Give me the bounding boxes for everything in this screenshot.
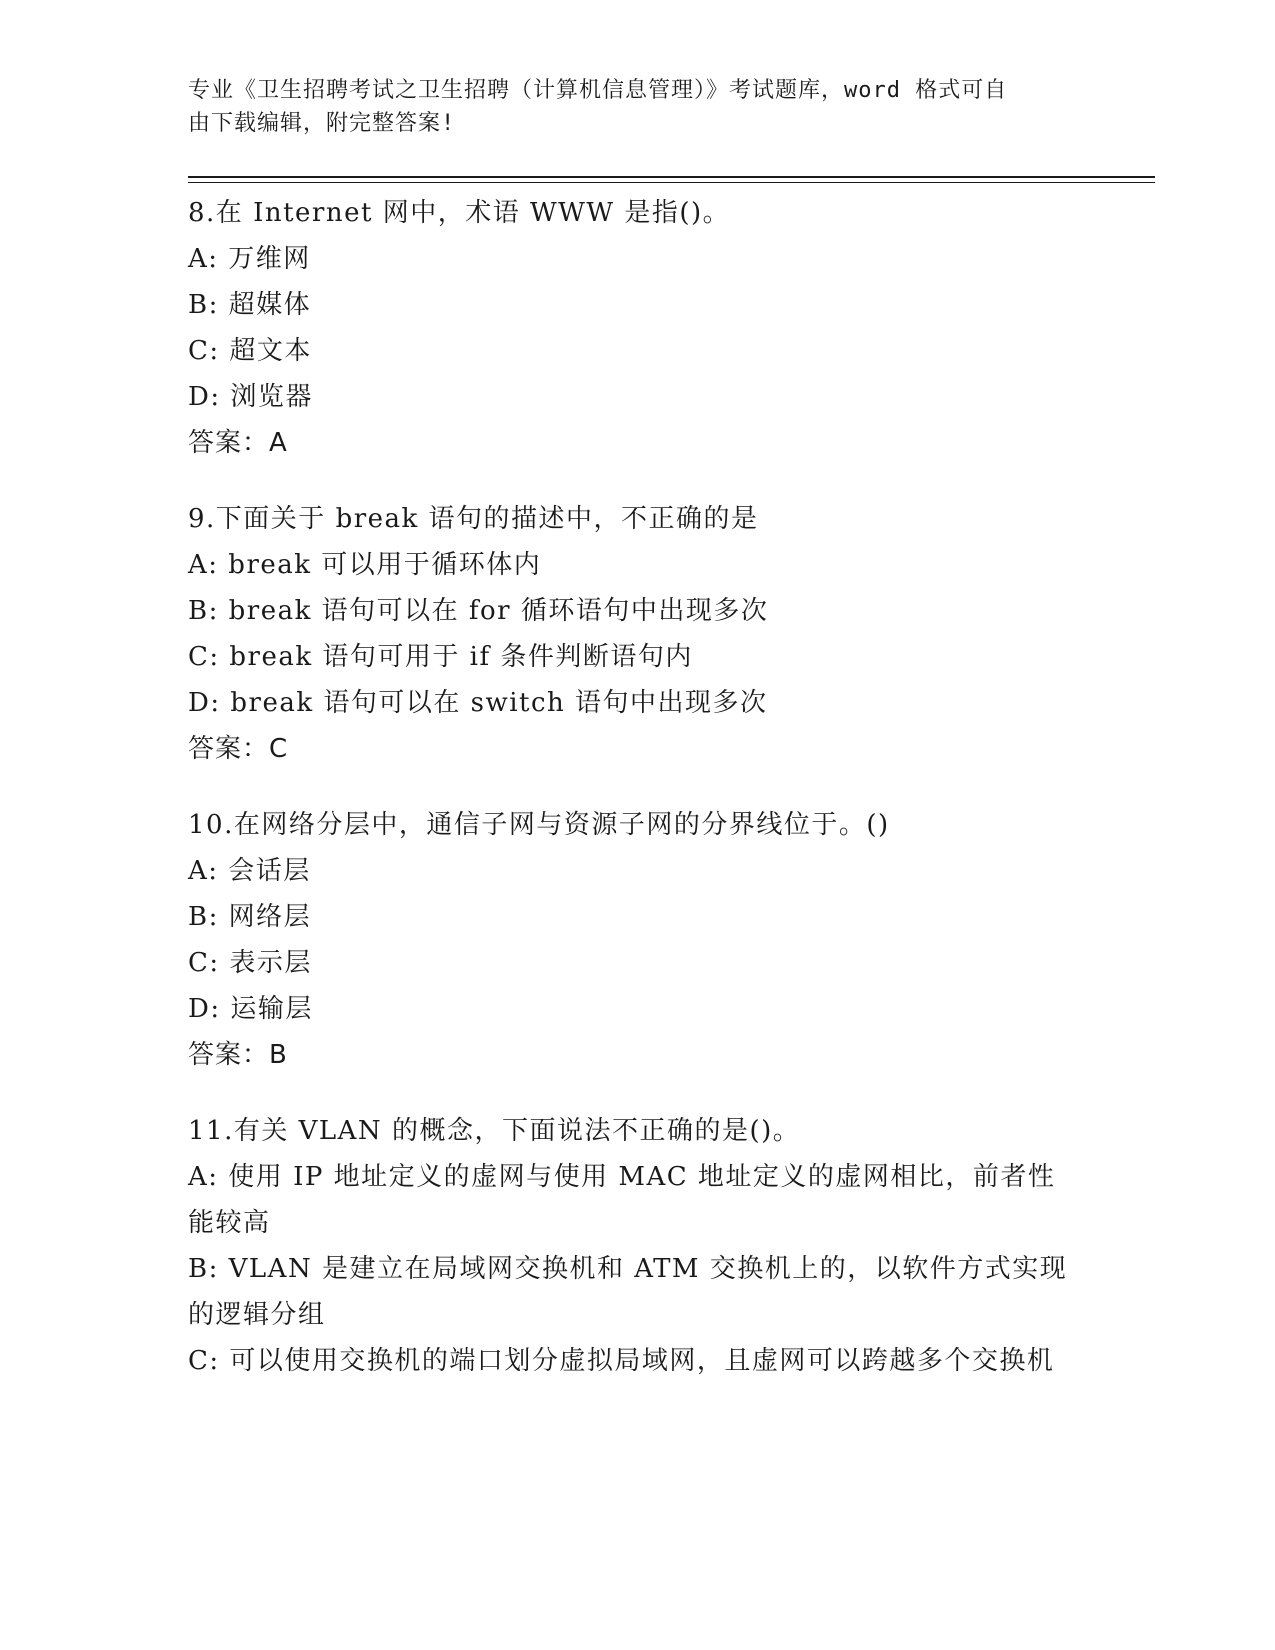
answer-line: 答案：A <box>188 428 288 458</box>
option-d: D: 运输层 <box>188 994 313 1024</box>
option-b: B: VLAN 是建立在局域网交换机和 ATM 交换机上的，以软件方式实现的逻辑分组 <box>188 1254 1068 1330</box>
option-a: A: 会话层 <box>188 856 311 886</box>
option-b: B: 超媒体 <box>188 290 312 320</box>
question-10 <box>188 802 1088 1078</box>
header-divider-thin <box>188 182 1155 183</box>
option-b: B: break 语句可以在 for 循环语句中出现多次 <box>188 596 769 626</box>
question-list <box>188 190 1088 1414</box>
option-a: A: 使用 IP 地址定义的虚网与使用 MAC 地址定义的虚网相比，前者性能较高 <box>188 1162 1056 1238</box>
question-8 <box>188 190 1088 466</box>
option-b: B: 网络层 <box>188 902 312 932</box>
option-c: C: 可以使用交换机的端口划分虚拟局域网，且虚网可以跨越多个交换机 <box>188 1346 1055 1376</box>
question-9 <box>188 496 1088 772</box>
option-d: D: 浏览器 <box>188 382 313 412</box>
option-c: C: 表示层 <box>188 948 312 978</box>
question-11 <box>188 1108 1088 1384</box>
answer-line: 答案：C <box>188 734 289 764</box>
option-a: A: 万维网 <box>188 244 311 274</box>
header-divider <box>188 176 1155 178</box>
header-line-2: 由下载编辑，附完整答案! <box>188 111 456 136</box>
option-a: A: break 可以用于循环体内 <box>188 550 542 580</box>
document-header <box>188 74 1068 140</box>
question-stem: 11.有关 VLAN 的概念，下面说法不正确的是()。 <box>188 1116 801 1146</box>
answer-line: 答案：B <box>188 1040 288 1070</box>
option-c: C: 超文本 <box>188 336 312 366</box>
question-stem: 10.在网络分层中，通信子网与资源子网的分界线位于。() <box>188 810 890 840</box>
question-stem: 8.在 Internet 网中，术语 WWW 是指()。 <box>188 198 731 228</box>
option-d: D: break 语句可以在 switch 语句中出现多次 <box>188 688 768 718</box>
question-stem: 9.下面关于 break 语句的描述中，不正确的是 <box>188 504 759 534</box>
option-c: C: break 语句可用于 if 条件判断语句内 <box>188 642 693 672</box>
header-line-1: 专业《卫生招聘考试之卫生招聘（计算机信息管理）》考试题库，word 格式可自 <box>188 78 1008 103</box>
